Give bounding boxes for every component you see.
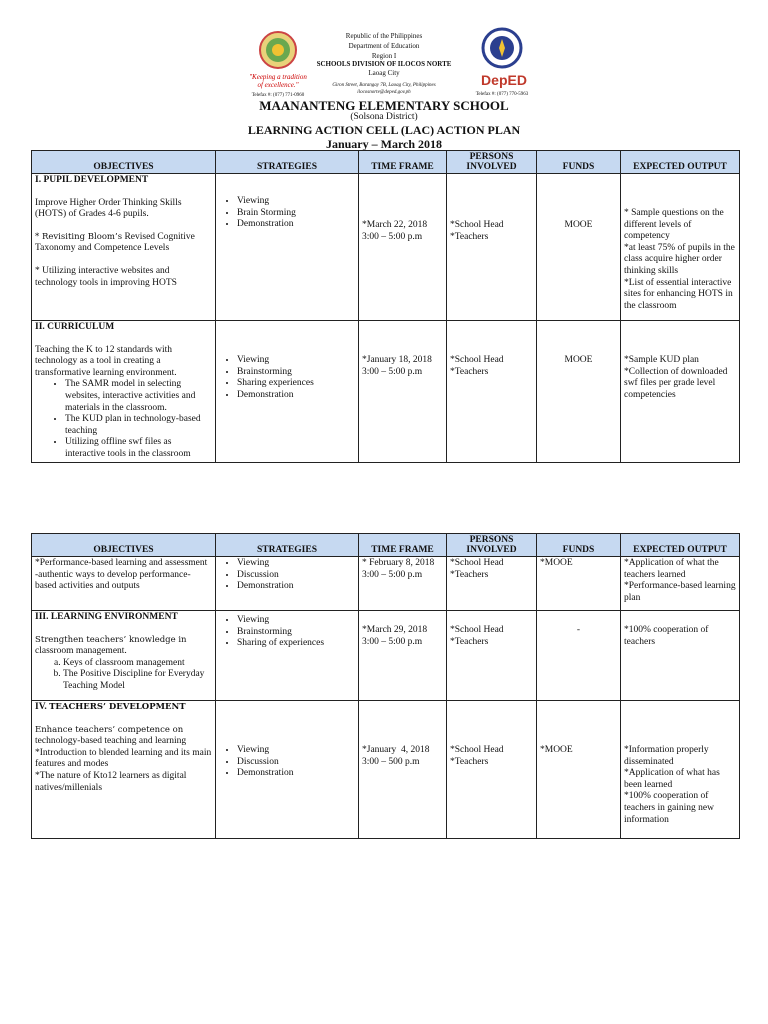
time-date: *January 18, 2018	[362, 355, 432, 365]
table-row	[32, 701, 740, 839]
strategies-cell	[216, 174, 359, 321]
person-item: *School Head	[450, 625, 504, 635]
persons-cell	[447, 321, 537, 463]
funds-cell: MOOE	[537, 174, 621, 321]
time-frame-cell	[359, 174, 447, 321]
plan-period: January – March 2018	[325, 137, 443, 151]
strategy-item: • Discussion	[237, 757, 355, 769]
time-hours: 3:00 – 500 p.m	[362, 756, 420, 767]
strategy-item: • Demonstration	[237, 219, 355, 231]
funds-cell: *MOOE	[537, 701, 621, 839]
person-item: *Teachers	[450, 636, 489, 647]
objective-text: Improve Higher Order Thinking Skills (HOTS) of Grades 4-6 pupils.	[35, 197, 182, 220]
strategy-item: • Demonstration	[237, 768, 355, 780]
output-item: *100% cooperation of teachers	[624, 625, 709, 647]
action-plan-table-2	[31, 533, 740, 839]
left-telefax: Telefax #: (077) 771-0960	[251, 93, 305, 98]
right-telefax: Telefax #: (077) 770-5963	[475, 92, 529, 97]
col-time-frame: TIME FRAME	[359, 151, 447, 174]
section-name: TEACHERS’ DEVELOPMENT	[49, 702, 186, 712]
output-item: *Application of what the teachers learned	[624, 558, 719, 580]
output-item: *Collection of downloaded swf files per grade level competencies	[624, 366, 728, 400]
strategy-item: • Brainstorming	[237, 367, 355, 379]
objective-text: *The nature of Kto12 learners as digital natives/millenials	[35, 770, 187, 793]
person-item: *Teachers	[450, 569, 489, 580]
time-date: * February 8, 2018	[362, 558, 435, 568]
time-hours: 3:00 – 5:00 p.m	[362, 636, 423, 647]
objective-text: *Performance-based learning and assessment	[35, 558, 208, 568]
strategy-item: • Sharing experiences	[237, 378, 355, 390]
time-date: *March 29, 2018	[362, 625, 428, 635]
col-objectives: OBJECTIVES	[32, 534, 216, 557]
school-name: MAANANTENG ELEMENTARY SCHOOL	[259, 98, 509, 113]
objectives-cell	[32, 701, 216, 839]
person-item: *Teachers	[450, 366, 489, 377]
objective-text: -authentic ways to develop performance-based activities and outputs	[35, 569, 191, 592]
objectives-cell	[32, 611, 216, 701]
header-address: Giron Street, Barangay 7B, Laoag City, Philippines	[332, 83, 436, 88]
col-objectives: OBJECTIVES	[32, 151, 216, 174]
expected-output-cell	[621, 174, 740, 321]
objective-text: * Utilizing interactive websites and technology tools in improving HOTS	[35, 265, 177, 288]
person-item: *School Head	[450, 745, 504, 755]
left-motto-1: "Keeping a tradition	[249, 73, 307, 81]
header-line-1: Republic of the Philippines	[345, 32, 423, 40]
time-date: *March 22, 2018	[362, 220, 428, 230]
objective-lead: Enhance teachers’ competence on	[35, 724, 184, 735]
output-item: *100% cooperation of teachers in gaining new information	[624, 791, 714, 825]
strategies-cell	[216, 611, 359, 701]
plan-title: LEARNING ACTION CELL (LAC) ACTION PLAN	[247, 123, 521, 137]
time-frame-cell	[359, 611, 447, 701]
time-frame-cell	[359, 701, 447, 839]
funds-cell: MOOE	[537, 321, 621, 463]
objective-text: classroom management.	[35, 646, 127, 657]
expected-output-cell	[621, 557, 740, 611]
strategy-item: • Viewing	[237, 355, 355, 367]
objective-text: *Introduction to blended learning and its main features and modes	[35, 747, 212, 770]
table-row	[32, 174, 740, 321]
objectives-cell	[32, 321, 216, 463]
table-row	[32, 611, 740, 701]
col-funds: FUNDS	[537, 151, 621, 174]
col-funds: FUNDS	[537, 534, 621, 557]
strategy-item: • Viewing	[237, 558, 355, 570]
time-hours: 3:00 – 5:00 p.m	[362, 569, 423, 580]
expected-output-cell	[621, 321, 740, 463]
persons-line-2: INVOLVED	[466, 545, 517, 555]
persons-line-1: PERSONS	[469, 535, 514, 545]
persons-line-1: PERSONS	[469, 152, 514, 162]
objectives-cell	[32, 174, 216, 321]
time-date: *January 4, 2018	[362, 745, 430, 755]
objective-text: technology-based teaching and learning	[35, 736, 187, 747]
strategies-cell	[216, 701, 359, 839]
time-hours: 3:00 – 5:00 p.m	[362, 231, 423, 242]
objectives-cell	[32, 557, 216, 611]
person-item: *Teachers	[450, 231, 489, 242]
objective-list-item: b. The Positive Discipline for Everyday Teaching Model	[63, 669, 212, 692]
table-row	[32, 557, 740, 611]
col-strategies: STRATEGIES	[216, 151, 359, 174]
col-strategies: STRATEGIES	[216, 534, 359, 557]
expected-output-cell	[621, 701, 740, 839]
person-item: *Teachers	[450, 756, 489, 767]
header-email: ilocosnorte@deped.gov.ph	[357, 90, 411, 95]
header-line-2: Department of Education	[348, 42, 420, 50]
expected-output-cell	[621, 611, 740, 701]
section-title: II. CURRICULUM	[35, 322, 115, 332]
deped-logo-text: DepED	[481, 72, 527, 88]
persons-cell	[447, 611, 537, 701]
objective-lead: * Revisiting Bloom’s	[35, 231, 123, 242]
section-number: IV.	[35, 702, 50, 712]
persons-cell	[447, 557, 537, 611]
section-title: I. PUPIL DEVELOPMENT	[35, 175, 149, 185]
objective-text	[35, 232, 212, 255]
objective-list-item: a. Keys of classroom management	[63, 658, 212, 670]
table-row	[32, 321, 740, 463]
left-motto-2: of excellence."	[257, 81, 299, 89]
objective-bullet: • The SAMR model in selecting websites, interactive activities and materials in the classroom.	[65, 379, 212, 414]
persons-line-2: INVOLVED	[466, 162, 517, 172]
col-expected-output: EXPECTED OUTPUT	[621, 151, 740, 174]
section-title: III. LEARNING ENVIRONMENT	[35, 612, 178, 622]
output-item: *List of essential interactive sites for enhancing HOTS in the classroom	[624, 277, 733, 311]
action-plan-table-1	[31, 150, 740, 463]
strategies-cell	[216, 321, 359, 463]
objective-bullet: • Utilizing offline swf files as interactive tools in the classroom	[65, 437, 212, 460]
strategy-item: • Sharing of experiences	[237, 638, 355, 650]
objective-rest: Revised Cognitive Taxonomy and Competence Levels	[35, 231, 195, 254]
output-item: *Performance-based learning plan	[624, 581, 736, 603]
col-persons-involved	[447, 534, 537, 557]
strategy-item: • Brain Storming	[237, 208, 355, 220]
col-expected-output: EXPECTED OUTPUT	[621, 534, 740, 557]
objective-bullet: • The KUD plan in technology-based teaching	[65, 414, 212, 437]
funds-cell: -	[537, 611, 621, 701]
strategies-cell	[216, 557, 359, 611]
strategy-item: • Viewing	[237, 196, 355, 208]
objective-lead: Strengthen teachers’ knowledge in	[35, 634, 187, 645]
time-frame-cell	[359, 557, 447, 611]
output-item: *at least 75% of pupils in the class acquire higher order thinking skills	[624, 242, 735, 276]
header-line-4: SCHOOLS DIVISION OF ILOCOS NORTE	[316, 60, 452, 68]
district: (Solsona District)	[350, 112, 418, 122]
strategy-item: • Demonstration	[237, 581, 355, 593]
strategy-item: • Demonstration	[237, 390, 355, 402]
output-item: *Sample KUD plan	[624, 355, 699, 365]
funds-cell: *MOOE	[537, 557, 621, 611]
persons-cell	[447, 701, 537, 839]
objective-text: Teaching the K to 12 standards with technology as a tool in creating a transformative learning environment.	[35, 344, 177, 378]
strategy-item: • Viewing	[237, 615, 355, 627]
output-item: *Application of what has been learned	[624, 768, 720, 790]
output-item: * Sample questions on the different levels of competency	[624, 208, 724, 242]
section-title	[35, 702, 212, 714]
header-line-5: Laoag City	[368, 69, 400, 77]
person-item: *School Head	[450, 355, 504, 365]
col-time-frame: TIME FRAME	[359, 534, 447, 557]
time-hours: 3:00 – 5:00 p.m	[362, 366, 423, 377]
header-line-3: Region I	[371, 52, 397, 60]
strategy-item: • Brainstorming	[237, 627, 355, 639]
strategy-item: • Discussion	[237, 570, 355, 582]
output-item: *Information properly disseminated	[624, 745, 709, 767]
persons-cell	[447, 174, 537, 321]
col-persons-involved	[447, 151, 537, 174]
person-item: *School Head	[450, 220, 504, 230]
time-frame-cell	[359, 321, 447, 463]
strategy-item: • Viewing	[237, 745, 355, 757]
person-item: *School Head	[450, 558, 504, 568]
